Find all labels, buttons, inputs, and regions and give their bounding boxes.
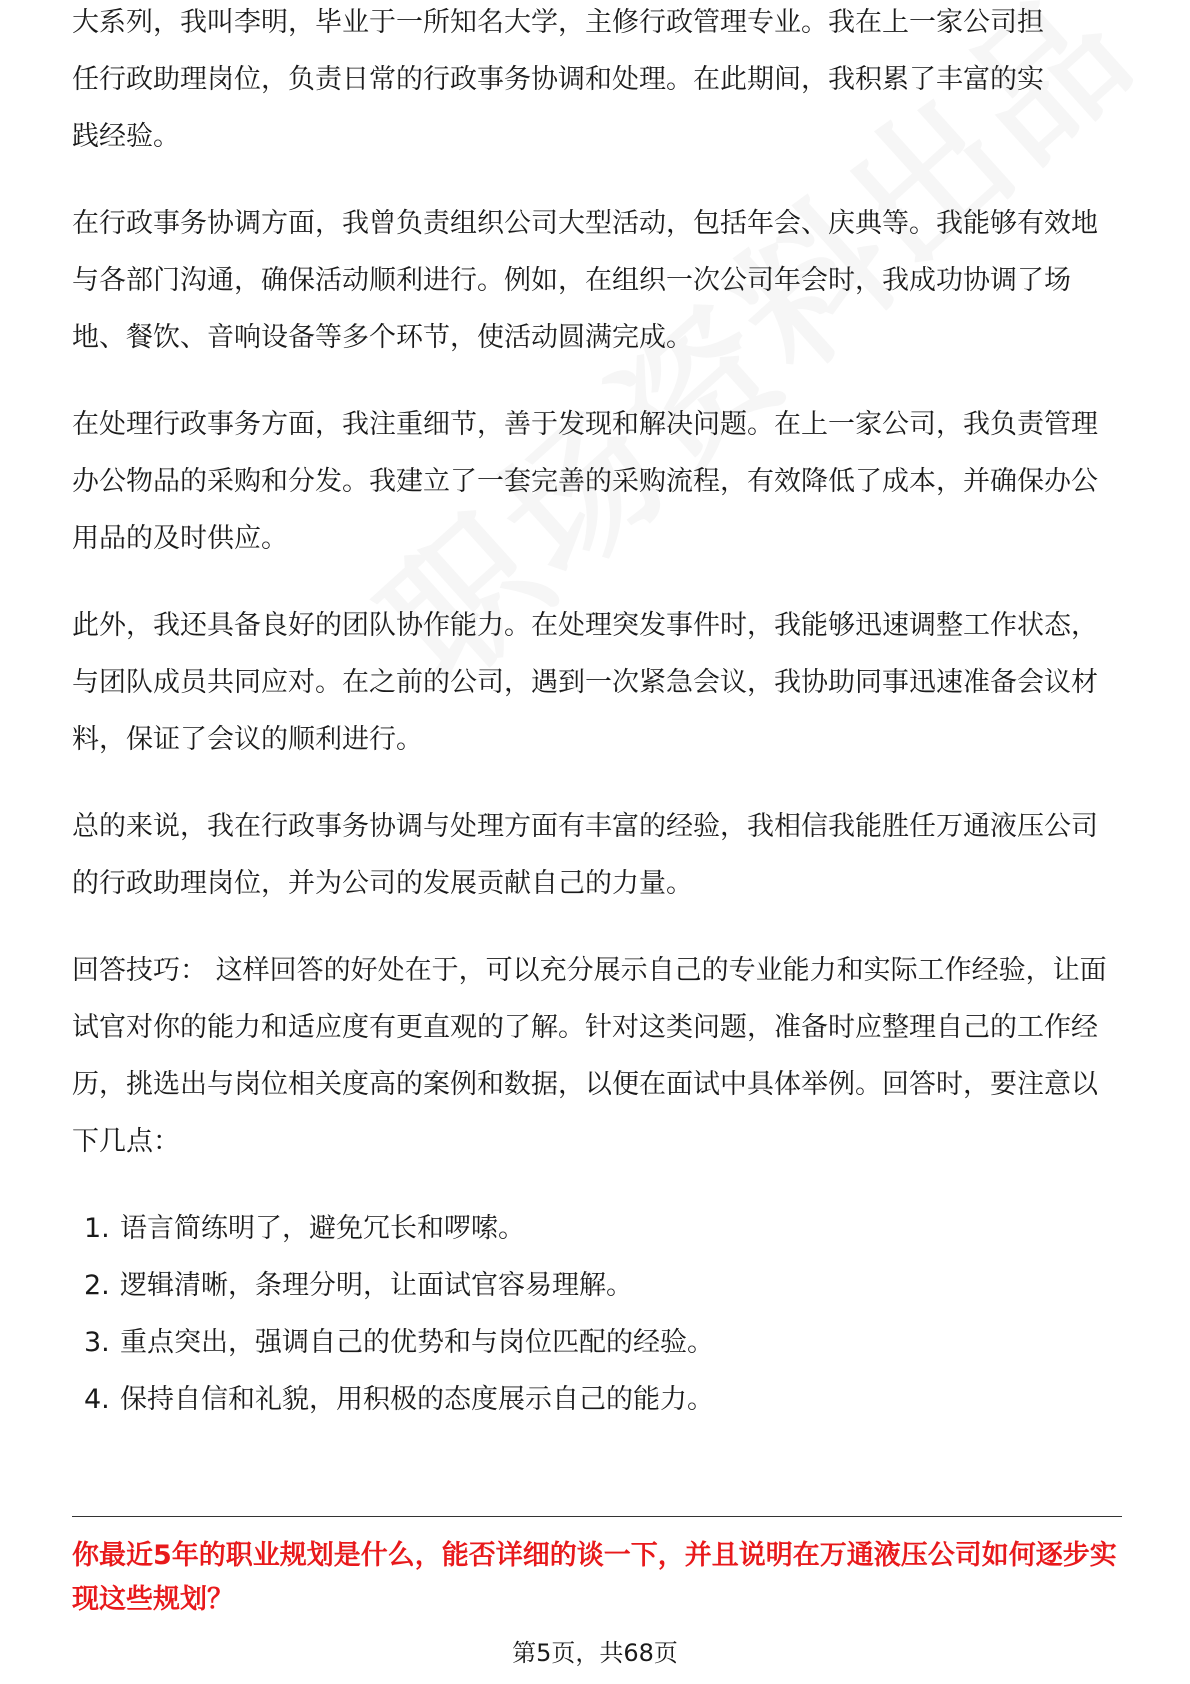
list-number: 1.	[84, 1213, 110, 1244]
tips-list	[72, 1200, 1122, 1428]
intro-line-3: 践经验。	[72, 121, 180, 152]
list-number: 4.	[84, 1384, 110, 1415]
list-number: 2.	[84, 1270, 110, 1301]
list-item	[84, 1200, 1122, 1257]
list-item	[84, 1371, 1122, 1428]
paragraph-answer-tips: 回答技巧： 这样回答的好处在于，可以充分展示自己的专业能力和实际工作经验，让面试官对你的能力和适应度有更直观的了解。针对这类问题，准备时应整理自己的工作经历，挑选出与岗位相关度高的案例和数据，以便在面试中具体举例。回答时，要注意以下几点：	[72, 955, 1107, 1157]
paragraph-teamwork: 此外，我还具备良好的团队协作能力。在处理突发事件时，我能够迅速调整工作状态，与团队成员共同应对。在之前的公司，遇到一次紧急会议，我协助同事迅速准备会议材料，保证了会议的顺利进行。	[72, 610, 1098, 755]
paragraph-summary: 总的来说，我在行政事务协调与处理方面有丰富的经验，我相信我能胜任万通液压公司的行政助理岗位，并为公司的发展贡献自己的力量。	[72, 811, 1098, 899]
list-text: 保持自信和礼貌，用积极的态度展示自己的能力。	[120, 1384, 714, 1415]
answer-body	[72, 7, 1122, 1428]
list-item	[84, 1314, 1122, 1371]
paragraph-handling: 在处理行政事务方面，我注重细节，善于发现和解决问题。在上一家公司，我负责管理办公物品的采购和分发。我建立了一套完善的采购流程，有效降低了成本，并确保办公用品的及时供应。	[72, 409, 1098, 554]
intro-line-2: 任行政助理岗位，负责日常的行政事务协调和处理。在此期间，我积累了丰富的实	[72, 64, 1044, 95]
page-footer: 第5页，共68页	[512, 1639, 678, 1667]
intro-line-1: 大系列，我叫李明，毕业于一所知名大学，主修行政管理专业。我在上一家公司担	[72, 7, 1044, 38]
list-text: 语言简练明了，避免冗长和啰嗦。	[120, 1213, 525, 1244]
next-question-heading: 你最近5年的职业规划是什么，能否详细的谈一下，并且说明在万通液压公司如何逐步实现这些规划？	[72, 1540, 1117, 1615]
list-text: 重点突出，强调自己的优势和与岗位匹配的经验。	[120, 1327, 714, 1358]
list-number: 3.	[84, 1327, 110, 1358]
paragraph-coordination: 在行政事务协调方面，我曾负责组织公司大型活动，包括年会、庆典等。我能够有效地与各部门沟通，确保活动顺利进行。例如，在组织一次公司年会时，我成功协调了场地、餐饮、音响设备等多个环节，使活动圆满完成。	[72, 208, 1098, 353]
section-divider	[72, 1516, 1122, 1517]
intro-line-cut	[72, 0, 1122, 51]
list-item	[84, 1257, 1122, 1314]
list-text: 逻辑清晰，条理分明，让面试官容易理解。	[120, 1270, 633, 1301]
